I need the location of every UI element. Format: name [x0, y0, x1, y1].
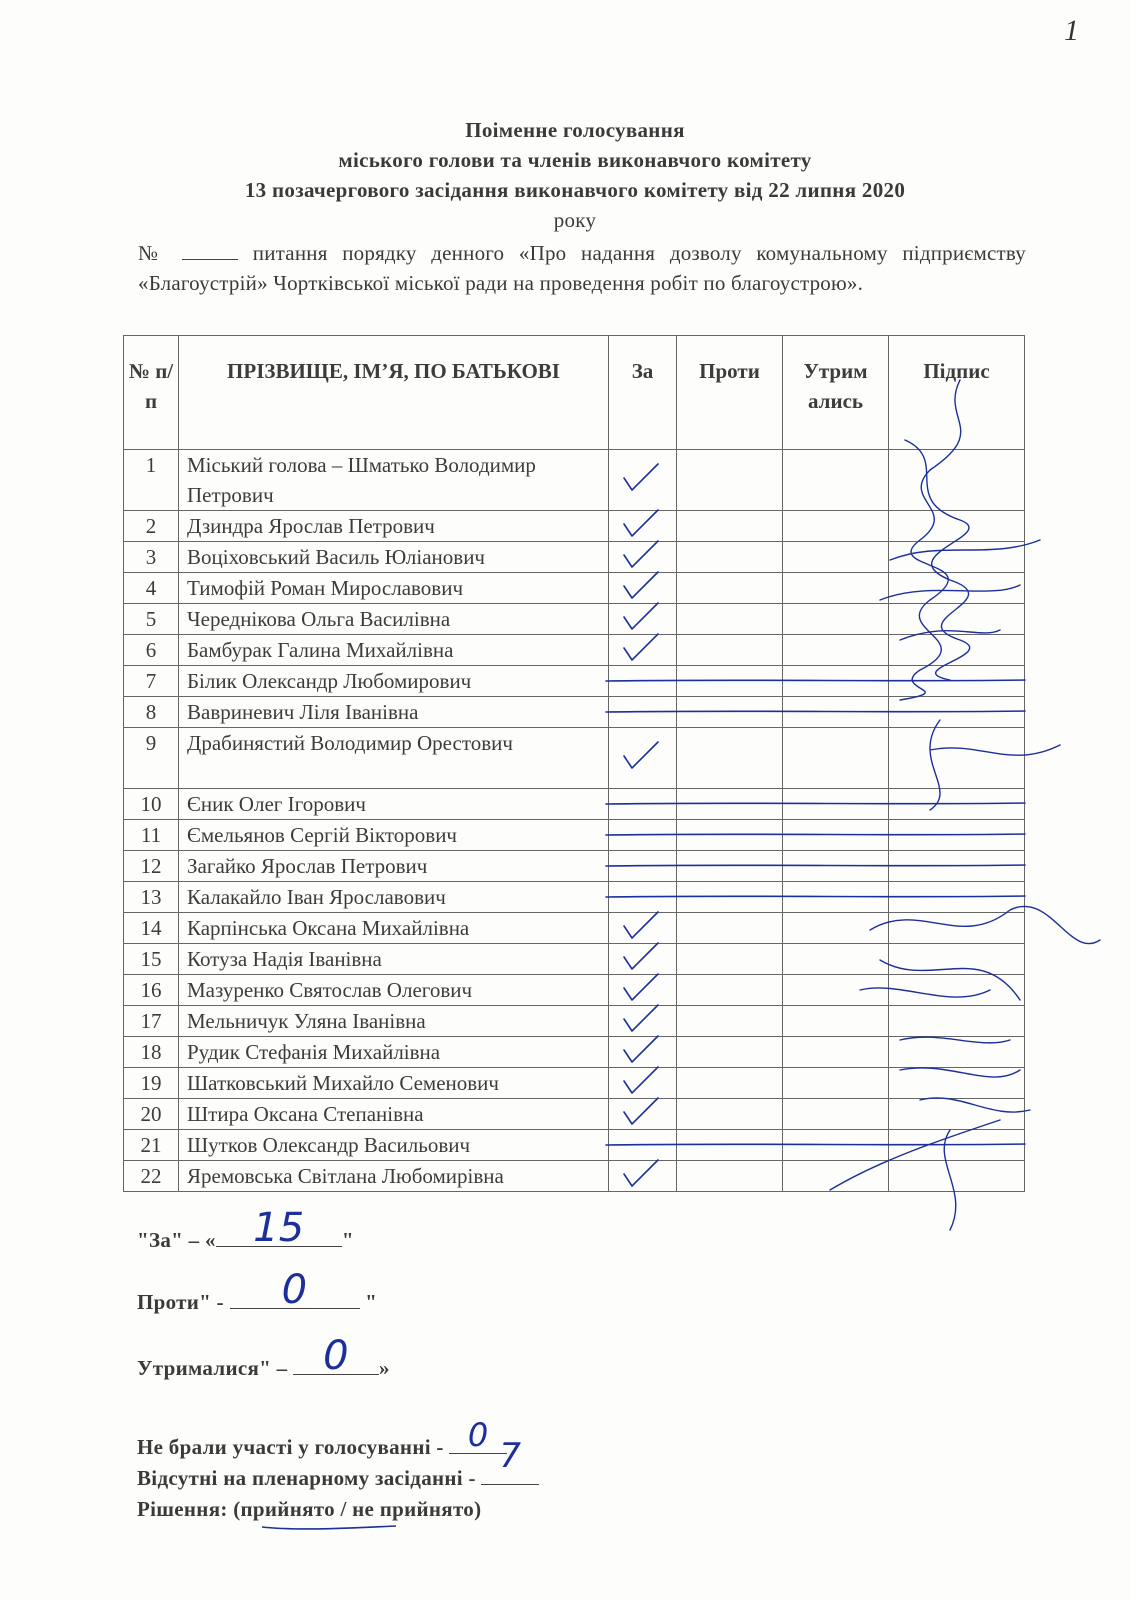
member-name: Бамбурак Галина Михайлівна	[179, 635, 609, 666]
header-abstain: Утрим ались	[783, 336, 889, 450]
result-abstain	[137, 1333, 390, 1381]
agenda-number-blank	[182, 241, 238, 260]
table-row	[124, 1130, 1025, 1161]
for-cell	[609, 975, 677, 1006]
abstain-cell	[783, 573, 889, 604]
signature-cell	[889, 1068, 1025, 1099]
signature-cell	[889, 728, 1025, 789]
abstain-cell	[783, 882, 889, 913]
member-name: Шатковський Михайло Семенович	[179, 1068, 609, 1099]
against-cell	[677, 820, 783, 851]
result-not-voted	[137, 1416, 507, 1460]
against-cell	[677, 697, 783, 728]
abstain-cell	[783, 1006, 889, 1037]
signature-cell	[889, 1130, 1025, 1161]
abstain-cell	[783, 604, 889, 635]
abstain-cell	[783, 450, 889, 511]
against-cell	[677, 1037, 783, 1068]
row-number: 21	[124, 1130, 179, 1161]
abstain-cell	[783, 1099, 889, 1130]
abstain-cell	[783, 1068, 889, 1099]
signature-cell	[889, 820, 1025, 851]
agenda-number-sign: №	[138, 241, 168, 265]
for-cell	[609, 728, 677, 789]
member-name: Череднікова Ольга Василівна	[179, 604, 609, 635]
result-for-value: 15	[253, 1205, 305, 1251]
table-row	[124, 511, 1025, 542]
table-row	[124, 789, 1025, 820]
for-cell	[609, 851, 677, 882]
against-cell	[677, 975, 783, 1006]
abstain-cell	[783, 666, 889, 697]
agenda-item	[138, 238, 1026, 298]
for-cell	[609, 882, 677, 913]
member-name: Єник Олег Ігорович	[179, 789, 609, 820]
result-against-value: 0	[281, 1267, 308, 1313]
abstain-cell	[783, 789, 889, 820]
against-cell	[677, 542, 783, 573]
result-for-field	[216, 1205, 342, 1251]
for-cell	[609, 1099, 677, 1130]
for-cell	[609, 573, 677, 604]
abstain-cell	[783, 1130, 889, 1161]
for-cell	[609, 604, 677, 635]
table-row	[124, 573, 1025, 604]
decision-rest: / не прийнято)	[334, 1497, 482, 1521]
abstain-cell	[783, 944, 889, 975]
result-abstain-label: Утрималися" –	[137, 1356, 294, 1380]
member-name: Міський голова – Шматько Володимир Петрович	[179, 450, 609, 511]
signature-cell	[889, 635, 1025, 666]
abstain-cell	[783, 913, 889, 944]
for-cell	[609, 697, 677, 728]
member-name: Яремовська Світлана Любомирівна	[179, 1161, 609, 1192]
for-cell	[609, 1161, 677, 1192]
table-row	[124, 1006, 1025, 1037]
abstain-cell	[783, 975, 889, 1006]
table-header-row	[124, 336, 1025, 450]
header-against: Проти	[677, 336, 783, 450]
row-number: 8	[124, 697, 179, 728]
against-cell	[677, 882, 783, 913]
row-number: 16	[124, 975, 179, 1006]
decision-underline	[262, 1526, 396, 1529]
table-row	[124, 604, 1025, 635]
table-row	[124, 944, 1025, 975]
table-row	[124, 1161, 1025, 1192]
row-number: 12	[124, 851, 179, 882]
abstain-cell	[783, 635, 889, 666]
member-name: Рудик Стефанія Михайлівна	[179, 1037, 609, 1068]
for-cell	[609, 511, 677, 542]
not-voted-label: Не брали участі у голосуванні -	[137, 1435, 450, 1459]
table-row	[124, 666, 1025, 697]
abstain-cell	[783, 820, 889, 851]
against-cell	[677, 1006, 783, 1037]
for-cell	[609, 666, 677, 697]
for-cell	[609, 1037, 677, 1068]
against-cell	[677, 573, 783, 604]
signature-cell	[889, 882, 1025, 913]
for-cell	[609, 820, 677, 851]
result-abstain-value: 0	[323, 1333, 349, 1379]
signature-cell	[889, 944, 1025, 975]
abstain-cell	[783, 851, 889, 882]
signature-cell	[889, 1006, 1025, 1037]
result-against-field	[230, 1267, 360, 1313]
signature-cell	[889, 604, 1025, 635]
row-number: 10	[124, 789, 179, 820]
member-name: Дзиндра Ярослав Петрович	[179, 511, 609, 542]
against-cell	[677, 728, 783, 789]
row-number: 15	[124, 944, 179, 975]
row-number: 13	[124, 882, 179, 913]
member-name: Драбинястий Володимир Орестович	[179, 728, 609, 789]
against-cell	[677, 851, 783, 882]
row-number: 19	[124, 1068, 179, 1099]
against-cell	[677, 1068, 783, 1099]
member-name: Калакайло Іван Ярославович	[179, 882, 609, 913]
member-name: Вавриневич Ліля Іванівна	[179, 697, 609, 728]
header-for: За	[609, 336, 677, 450]
table-row	[124, 820, 1025, 851]
member-name: Штира Оксана Степанівна	[179, 1099, 609, 1130]
table-row	[124, 697, 1025, 728]
document-title	[130, 115, 1020, 235]
signature-cell	[889, 975, 1025, 1006]
against-cell	[677, 511, 783, 542]
for-cell	[609, 913, 677, 944]
absent-field	[481, 1436, 539, 1485]
voting-table-body	[124, 450, 1025, 1192]
abstain-cell	[783, 511, 889, 542]
row-number: 6	[124, 635, 179, 666]
for-cell	[609, 1130, 677, 1161]
signature-cell	[889, 1161, 1025, 1192]
signature-cell	[889, 450, 1025, 511]
for-cell	[609, 1006, 677, 1037]
table-row	[124, 851, 1025, 882]
abstain-cell	[783, 728, 889, 789]
for-cell	[609, 450, 677, 511]
against-cell	[677, 1161, 783, 1192]
result-for-label: "За" – «	[137, 1228, 216, 1252]
against-cell	[677, 1099, 783, 1130]
abstain-cell	[783, 1161, 889, 1192]
row-number: 3	[124, 542, 179, 573]
for-cell	[609, 789, 677, 820]
decision-accepted: прийнято	[240, 1497, 335, 1521]
table-row	[124, 1099, 1025, 1130]
row-number: 9	[124, 728, 179, 789]
table-row	[124, 1068, 1025, 1099]
row-number: 22	[124, 1161, 179, 1192]
signature-cell	[889, 789, 1025, 820]
row-number: 2	[124, 511, 179, 542]
result-against-close: "	[359, 1290, 378, 1314]
header-signature: Підпис	[889, 336, 1025, 450]
result-against-label: Проти" -	[137, 1290, 230, 1314]
against-cell	[677, 666, 783, 697]
member-name: Мазуренко Святослав Олегович	[179, 975, 609, 1006]
member-name: Мельничук Уляна Іванівна	[179, 1006, 609, 1037]
signature-cell	[889, 851, 1025, 882]
title-line-4: року	[553, 208, 597, 232]
table-row	[124, 882, 1025, 913]
table-row	[124, 450, 1025, 511]
row-number: 11	[124, 820, 179, 851]
against-cell	[677, 604, 783, 635]
header-name: ПРІЗВИЩЕ, ІМ’Я, ПО БАТЬКОВІ	[179, 336, 609, 450]
against-cell	[677, 913, 783, 944]
signature-cell	[889, 666, 1025, 697]
table-row	[124, 728, 1025, 789]
voting-table	[123, 335, 1025, 1192]
row-number: 14	[124, 913, 179, 944]
row-number: 5	[124, 604, 179, 635]
against-cell	[677, 789, 783, 820]
member-name: Карпінська Оксана Михайлівна	[179, 913, 609, 944]
for-cell	[609, 1068, 677, 1099]
result-abstain-field	[293, 1333, 379, 1379]
title-line-1: Поіменне голосування	[465, 118, 685, 142]
row-number: 7	[124, 666, 179, 697]
page-number: 1	[1064, 14, 1079, 47]
member-name: Шутков Олександр Васильович	[179, 1130, 609, 1161]
signature-cell	[889, 1037, 1025, 1068]
header-number: № п/п	[124, 336, 179, 450]
table-row	[124, 975, 1025, 1006]
title-line-3: 13 позачергового засідання виконавчого комітету від 22 липня 2020	[244, 178, 906, 202]
abstain-cell	[783, 1037, 889, 1068]
member-name: Котуза Надія Іванівна	[179, 944, 609, 975]
against-cell	[677, 450, 783, 511]
table-row	[124, 913, 1025, 944]
title-line-2: міського голови та членів виконавчого комітету	[338, 148, 812, 172]
row-number: 18	[124, 1037, 179, 1068]
member-name: Загайко Ярослав Петрович	[179, 851, 609, 882]
decision-label: Рішення: (	[137, 1497, 241, 1521]
agenda-text: питання порядку денного «Про надання дозволу комунальному підприємству «Благоустрій» Чортківської міської ради на проведення робіт по благоустрою».	[138, 241, 1026, 295]
result-for	[137, 1205, 354, 1253]
signature-cell	[889, 573, 1025, 604]
signature-cell	[889, 542, 1025, 573]
row-number: 17	[124, 1006, 179, 1037]
signature-cell	[889, 697, 1025, 728]
result-against	[137, 1267, 378, 1315]
absent-label: Відсутні на пленарному засіданні -	[137, 1466, 482, 1490]
for-cell	[609, 944, 677, 975]
member-name: Білик Олександр Любомирович	[179, 666, 609, 697]
against-cell	[677, 1130, 783, 1161]
against-cell	[677, 635, 783, 666]
table-row	[124, 635, 1025, 666]
absent-value: 7	[499, 1436, 522, 1476]
for-cell	[609, 542, 677, 573]
decision	[137, 1497, 481, 1522]
signature-cell	[889, 1099, 1025, 1130]
for-cell	[609, 635, 677, 666]
row-number: 20	[124, 1099, 179, 1130]
signature-cell	[889, 913, 1025, 944]
table-row	[124, 542, 1025, 573]
result-for-close: "	[341, 1228, 354, 1252]
abstain-cell	[783, 697, 889, 728]
member-name: Ємельянов Сергій Вікторович	[179, 820, 609, 851]
table-row	[124, 1037, 1025, 1068]
against-cell	[677, 944, 783, 975]
result-abstain-close: »	[379, 1356, 390, 1380]
row-number: 4	[124, 573, 179, 604]
member-name: Воціховський Василь Юліанович	[179, 542, 609, 573]
not-voted-value: 0	[467, 1416, 489, 1454]
row-number: 1	[124, 450, 179, 511]
member-name: Тимофій Роман Мирославович	[179, 573, 609, 604]
signature-cell	[889, 511, 1025, 542]
abstain-cell	[783, 542, 889, 573]
